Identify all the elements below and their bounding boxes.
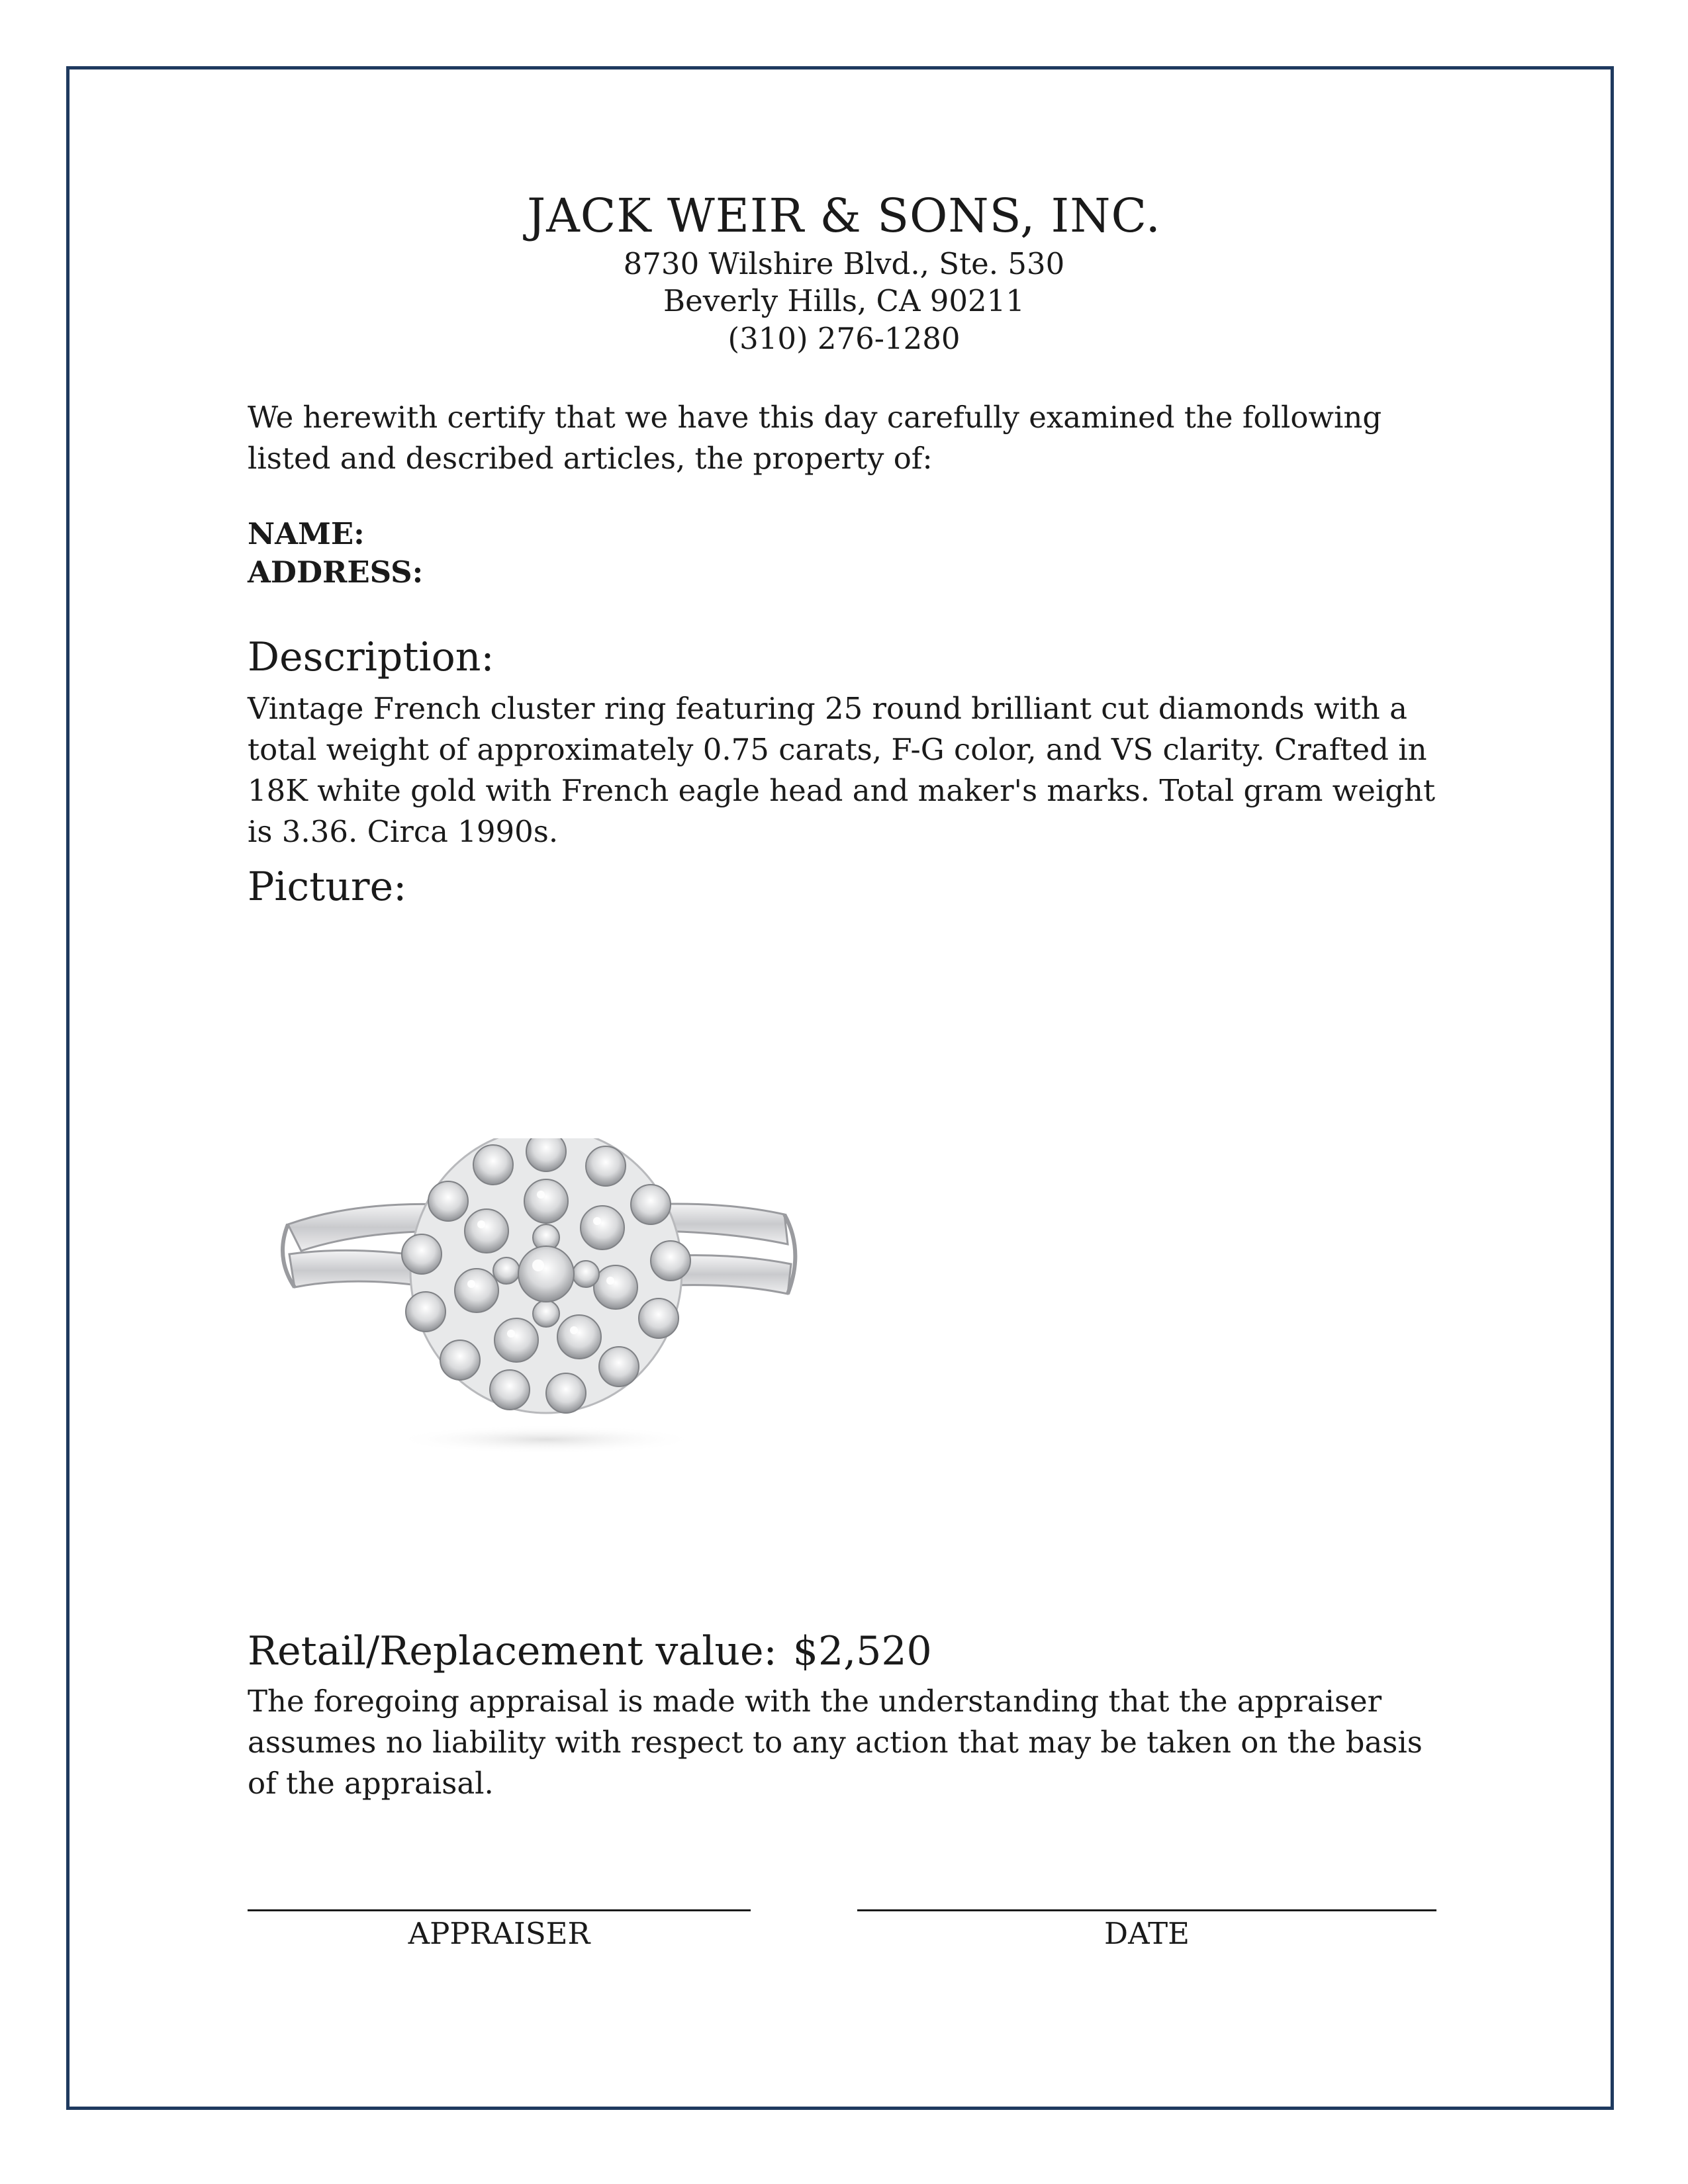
- company-phone: (310) 276-1280: [727, 321, 961, 356]
- appraiser-label: APPRAISER: [408, 1916, 590, 1951]
- valuation-row: [248, 1628, 932, 1674]
- certification-intro: We herewith certify that we have this day carefully examined the following listed and described articles, the property of:: [248, 400, 1382, 476]
- date-label: DATE: [1104, 1916, 1190, 1951]
- picture-heading: Picture:: [248, 864, 407, 910]
- appraiser-signature-line: [248, 1909, 751, 1911]
- description-heading: Description:: [248, 634, 494, 680]
- appraisal-disclaimer: The foregoing appraisal is made with the understanding that the appraiser assumes no liability with respect to any action that may be taken on the basis of the appraisal.: [248, 1684, 1423, 1801]
- company-address-line1: 8730 Wilshire Blvd., Ste. 530: [623, 246, 1065, 281]
- company-address-line2: Beverly Hills, CA 90211: [663, 283, 1025, 318]
- valuation-amount: $2,520: [792, 1628, 932, 1674]
- address-label: ADDRESS:: [248, 555, 424, 590]
- diamond-cluster-ring-photo: [275, 1138, 818, 1456]
- date-signature-line: [857, 1909, 1436, 1911]
- valuation-label: Retail/Replacement value:: [248, 1628, 777, 1674]
- name-label: NAME:: [248, 516, 365, 551]
- description-text: Vintage French cluster ring featuring 25 round brilliant cut diamonds with a total weight of approximately 0.75 carats, F-G color, and VS clarity. Crafted in 18K white gold with French eagle head and maker's marks. Total gram weight is 3.36. Circa 1990s.: [248, 691, 1436, 849]
- company-name: JACK WEIR & SONS, INC.: [527, 189, 1161, 243]
